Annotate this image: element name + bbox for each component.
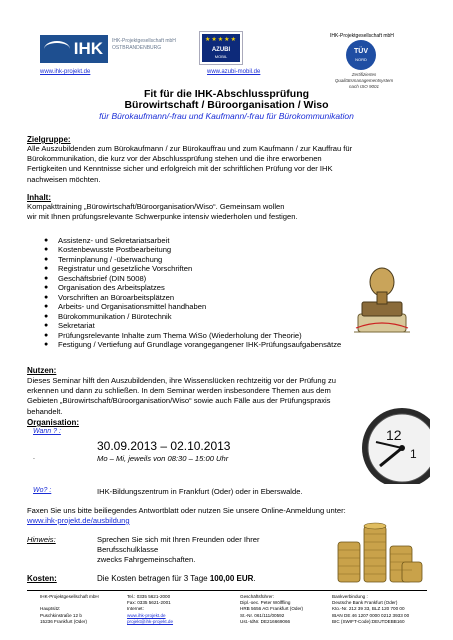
- nutzen-heading: Nutzen:: [27, 366, 57, 375]
- footer-line: Ust.-IdNr. DE216669066: [240, 618, 291, 624]
- list-item: [44, 264, 341, 274]
- footer-line: Geschäftsführer:: [240, 594, 274, 599]
- footer-line: 15236 Frankfurt (Oder): [40, 618, 87, 624]
- time-range: Mo – Mi, jeweils von 08:30 – 15:00 Uhr: [97, 454, 229, 463]
- footer-line: HRB 5656 AG Frankfurt (Oder): [240, 606, 304, 612]
- location-text: IHK-Bildungszentrum in Frankfurt (Oder) oder in Eberswalde.: [97, 487, 303, 496]
- tuv-certificate-logo: [346, 40, 376, 70]
- inhalt-line: wir mit Ihnen prüfungsrelevante Schwerpunke intensiv wiederholen und festigen.: [27, 212, 298, 222]
- list-item: [44, 302, 341, 312]
- page-subtitle: Bürowirtschaft / Büroorganisation / Wiso: [124, 99, 329, 111]
- page-title: Fit für die IHK-Abschlussprüfung: [143, 88, 310, 100]
- bullet-icon: ●: [44, 274, 49, 282]
- cert-line1: Zertifiziertes Qualitätsmanagementsystem: [334, 72, 394, 83]
- ihk-logo-subtitle: [112, 38, 176, 52]
- bullet-icon: ●: [44, 303, 49, 311]
- footer-line: Internet:: [127, 606, 144, 612]
- cost-text: [97, 574, 256, 583]
- list-item: [44, 311, 341, 321]
- topic-label: Registratur und gesetzliche Vorschriften: [58, 264, 193, 274]
- clock-illustration-icon: [350, 408, 430, 484]
- tuv-title: IHK-Projektgesellschaft mbH: [330, 33, 394, 39]
- zielgruppe-line: Bürokommunikation, die kurz vor der Abschlussprüfung stehen und die ihre erworbenen: [27, 154, 322, 164]
- nutzen-line: Dieses Seminar hilft den Auszubildenden, ihre Wissenslücken rechtzeitig vor der Prüfung zu: [27, 376, 336, 385]
- footer-divider: [27, 590, 427, 591]
- footer-line: Fax: 0335 5621-2001: [127, 600, 171, 606]
- when-label: Wann ? :: [33, 428, 61, 435]
- footer-line: Kto.-Nr. 212 39 33, BLZ 120 700 00: [332, 606, 405, 612]
- footer-line: Bankverbindung :: [332, 594, 368, 599]
- where-label: Wo? :: [33, 487, 52, 494]
- bullet-icon: ●: [44, 340, 49, 348]
- footer-email-link[interactable]: projekt@ihk-projekt.de: [127, 618, 174, 624]
- zielgruppe-line: Fertigkeiten und Kenntnisse sicher und erfolgreich mit der schriftlichen Prüfung vor der IHK: [27, 164, 333, 174]
- footer-line: BIC (SWIFT-Code):DEUTDEBB160: [332, 618, 405, 624]
- cert-line2: nach ISO 9001: [348, 84, 380, 89]
- svg-text:1: 1: [410, 447, 417, 461]
- footer-bank-column: [332, 594, 409, 625]
- target-profession-line: für Bürokaufmann/-frau und Kaufmann/-frau für Bürokommunikation: [99, 111, 354, 121]
- list-item: [44, 273, 341, 283]
- footer-contact-column: [127, 594, 173, 625]
- list-item: [44, 330, 341, 340]
- inhalt-text: [27, 202, 427, 222]
- azubi-mobil-logo: ★★★★★ AZUBI MOBIL: [200, 32, 242, 64]
- footer-line: St.-Nr. 061/111/00592: [240, 612, 285, 618]
- zielgruppe-line: Alle Auszubildenden zum Bürokaufmann / zur Bürokauffrau und zum Kaufmann / zur Kauffrau für: [27, 144, 353, 153]
- azubi-logo-sub: MOBIL: [214, 54, 228, 59]
- ihk-logo: [40, 35, 108, 63]
- topic-label: Prüfungsrelevante Inhalte zum Thema WiSo (Wiederholung der Theorie): [58, 330, 302, 340]
- topic-label: Terminplanung / -überwachung: [58, 254, 163, 264]
- hinweis-line: zwecks Fahrgemeinschaften.: [97, 555, 196, 564]
- footer-website-link[interactable]: www.ihk-projekt.de: [127, 612, 166, 618]
- footer-line: Tel.: 0335 5621-2000: [127, 594, 171, 599]
- topic-label: Bürokommunikation / Bürotechnik: [58, 311, 172, 321]
- footer-line: Hauptsitz:: [40, 606, 61, 612]
- nutzen-line: behandelt.: [27, 406, 63, 416]
- zielgruppe-line: nachweisen möchten.: [27, 174, 101, 184]
- footer-line: Deutsche Bank Frankfurt (Oder): [332, 600, 398, 606]
- topic-label: Organisation des Arbeitsplatzes: [58, 283, 165, 293]
- bullet-icon: ●: [44, 237, 49, 244]
- cost-prefix: Die Kosten betragen für 3 Tage: [97, 574, 210, 583]
- bullet-icon: ●: [44, 322, 49, 330]
- topic-label: Kostenbewusste Postbearbeitung: [58, 245, 172, 255]
- stamp-illustration-icon: [352, 262, 412, 338]
- tuv-text: TÜV: [354, 48, 368, 55]
- ihk-logo-text: IHK: [73, 39, 103, 58]
- kosten-label: Kosten:: [27, 574, 57, 583]
- zielgruppe-heading: Zielgruppe:: [27, 135, 71, 144]
- organisation-heading: Organisation:: [27, 418, 80, 427]
- online-registration-link[interactable]: www.ihk-projekt.de/ausbildung: [27, 516, 130, 525]
- bullet-icon: ●: [44, 293, 49, 301]
- hinweis-line: Sprechen Sie sich mit Ihren Freunden oder Ihrer Berufsschulklasse: [97, 535, 260, 554]
- separator-dot: .: [33, 454, 35, 461]
- topic-label: Assistenz- und Sekretariatsarbeit: [58, 236, 170, 245]
- footer-line: IBAN DE 46 1207 0000 0212 3933 00: [332, 612, 410, 618]
- topic-label: Geschäftsbrief (DIN 5008): [58, 273, 147, 283]
- coin-stacks-illustration-icon: [332, 502, 426, 586]
- topic-label: Sekretariat: [58, 321, 95, 331]
- list-item: [44, 292, 341, 302]
- hinweis-text: [97, 535, 317, 565]
- ihk-website-link[interactable]: www.ihk-projekt.de: [40, 69, 91, 75]
- topic-list: [44, 236, 342, 349]
- list-item: [44, 254, 341, 264]
- bullet-icon: ●: [44, 284, 49, 292]
- topic-label: Arbeits- und Organisationsmittel handhaben: [58, 302, 207, 312]
- footer-management-column: [240, 594, 303, 625]
- registration-instructions: Faxen Sie uns bitte beiliegendes Antwortblatt oder nutzen Sie unsere Online-Anmeldung unter:: [27, 506, 346, 515]
- hinweis-label: Hinweis:: [27, 535, 56, 544]
- svg-text:12: 12: [386, 427, 402, 443]
- list-item: [44, 321, 341, 331]
- footer-line: Puschkinstraße 12 b: [40, 612, 82, 618]
- bullet-icon: ●: [44, 312, 49, 320]
- list-item: [44, 339, 342, 349]
- cost-amount: 100,00 EUR: [209, 574, 254, 583]
- bullet-icon: ●: [44, 331, 49, 339]
- nutzen-line: Gebieten „Bürowirtschaft/Büroorganisation/Wiso“ sowie auch Fälle aus der Prüfungspraxis: [27, 396, 331, 406]
- bullet-icon: ●: [44, 255, 49, 263]
- inhalt-heading: Inhalt:: [27, 193, 51, 202]
- nutzen-line: erkennen und dann zu schließen. In dem Seminar werden insbesondere Themen aus dem: [27, 386, 331, 396]
- cost-suffix: .: [253, 574, 256, 583]
- bullet-icon: ●: [44, 246, 49, 254]
- azubi-logo-text: AZUBI: [211, 47, 231, 53]
- tuv-subtext: NORD: [355, 57, 367, 62]
- topic-label: Vorschriften an Büroarbeitsplätzen: [58, 292, 175, 302]
- list-item: [44, 236, 341, 245]
- inhalt-line: Kompakttraining „Bürowirtschaft/Büroorganisation/Wiso“. Gemeinsam wollen: [27, 202, 285, 211]
- zielgruppe-text: [27, 144, 427, 185]
- list-item: [44, 283, 341, 293]
- ihk-sub-line2: OSTBRANDENBURG: [112, 45, 162, 51]
- ihk-sub-line1: IHK-Projektgesellschaft mbH: [112, 38, 176, 44]
- footer-line: IHK-Projektgesellschaft mbH: [40, 594, 99, 599]
- bullet-icon: ●: [44, 265, 49, 273]
- topic-label: Festigung / Vertiefung auf Grundlage vorangegangener IHK-Prüfungsaufgabensätze: [58, 339, 342, 349]
- list-item: [44, 245, 341, 255]
- footer-line: Dipl.-oec. Peter Wölffling: [240, 600, 291, 606]
- footer-company-column: [40, 594, 99, 625]
- azubi-website-link[interactable]: www.azubi-mobil.de: [207, 69, 261, 75]
- date-range: 30.09.2013 – 02.10.2013: [97, 439, 231, 453]
